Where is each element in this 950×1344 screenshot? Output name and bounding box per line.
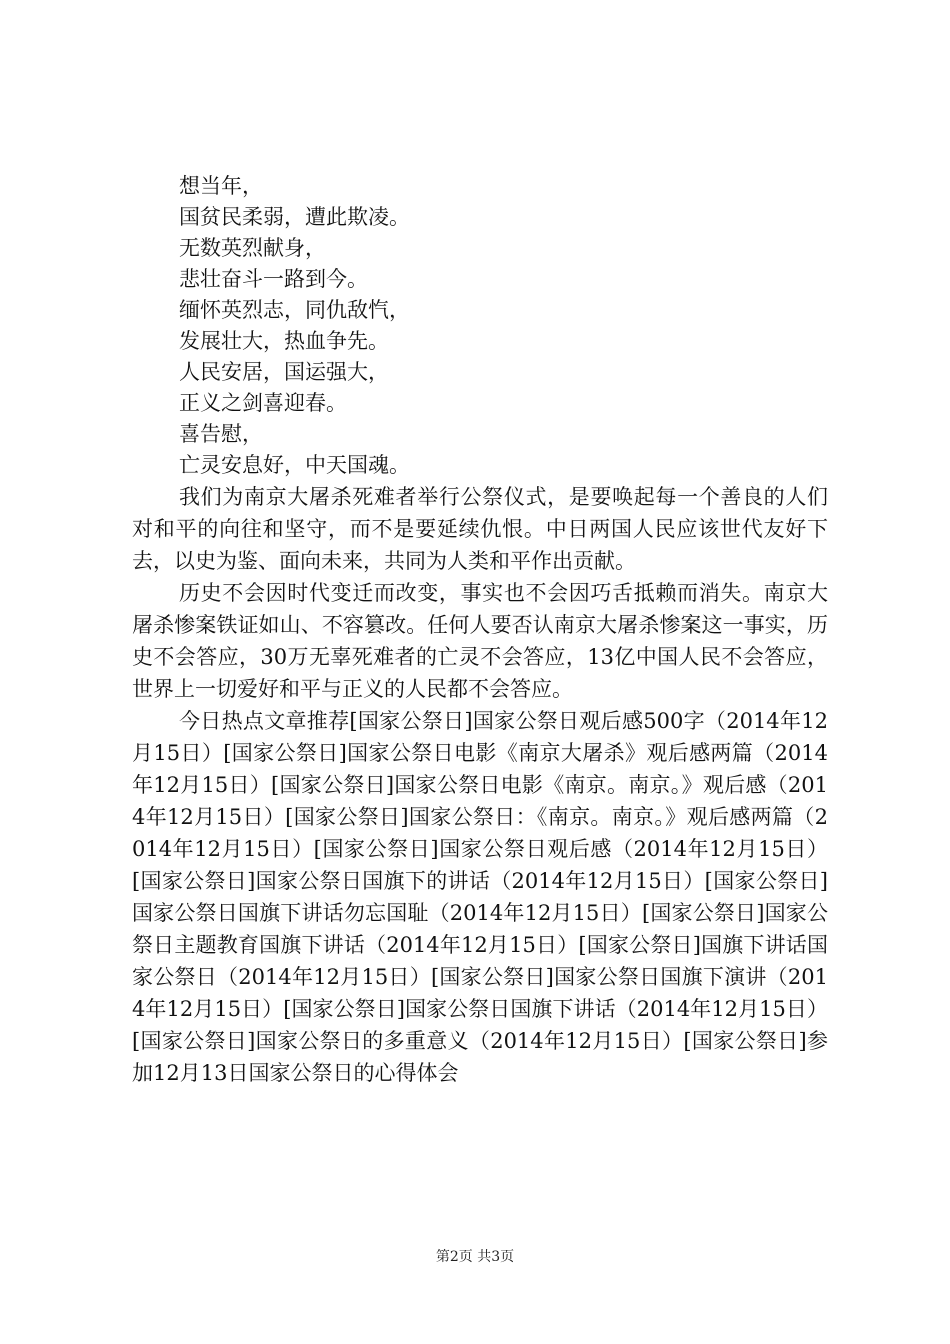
page-content <box>132 171 828 1089</box>
poem-line: 无数英烈献身， <box>179 236 326 260</box>
paragraph-memorial-purpose: 我们为南京大屠杀死难者举行公祭仪式，是要唤起每一个善良的人们对和平的向往和坚守，而不是要延续仇恨。中日两国人民应该世代友好下去，以史为鉴、面向未来，共同为人类和平作出贡献。 <box>132 485 828 573</box>
poem-line: 人民安居，国运强大， <box>179 360 389 384</box>
poem-line: 正义之剑喜迎春。 <box>179 391 347 415</box>
paragraph-recommended-articles: 今日热点文章推荐[国家公祭日]国家公祭日观后感500字（2014年12月15日）[国家公祭日]国家公祭日电影《南京大屠杀》观后感两篇（2014年12月15日）[国家公祭日]国家公祭日电影《南京。南京。》观后感（2014年12月15日）[国家公祭日]国家公祭日：《南京。南京。》观后感两篇（2014年12月15日）[国家公祭日]国家公祭日观后感（2014年12月15日）[国家公祭日]国家公祭日国旗下的讲话（2014年12月15日）[国家公祭日]国家公祭日国旗下讲话勿忘国耻（2014年12月15日）[国家公祭日]国家公祭日主题教育国旗下讲话（2014年12月15日）[国家公祭日]国旗下讲话国家公祭日（2014年12月15日）[国家公祭日]国家公祭日国旗下演讲（2014年12月15日）[国家公祭日]国家公祭日国旗下讲话（2014年12月15日）[国家公祭日]国家公祭日的多重意义（2014年12月15日）[国家公祭日]参加12月13日国家公祭日的心得体会 <box>132 709 828 1085</box>
poem-line: 发展壮大，热血争先。 <box>179 329 389 353</box>
poem-line: 悲壮奋斗一路到今。 <box>179 267 368 291</box>
paragraph-history-facts: 历史不会因时代变迁而改变，事实也不会因巧舌抵赖而消失。南京大屠杀惨案铁证如山、不容篡改。任何人要否认南京大屠杀惨案这一事实，历史不会答应，30万无辜死难者的亡灵不会答应，13亿中国人民不会答应，世界上一切爱好和平与正义的人民都不会答应。 <box>132 581 828 701</box>
page-footer: 第2页 共3页 <box>435 1249 515 1265</box>
poem-line: 亡灵安息好，中天国魂。 <box>179 453 410 477</box>
poem-line: 缅怀英烈志，同仇敌忾， <box>179 298 410 322</box>
poem-line: 喜告慰， <box>179 422 263 446</box>
poem <box>132 171 828 481</box>
poem-line: 国贫民柔弱，遭此欺凌。 <box>179 205 410 229</box>
poem-line: 想当年， <box>179 174 263 198</box>
